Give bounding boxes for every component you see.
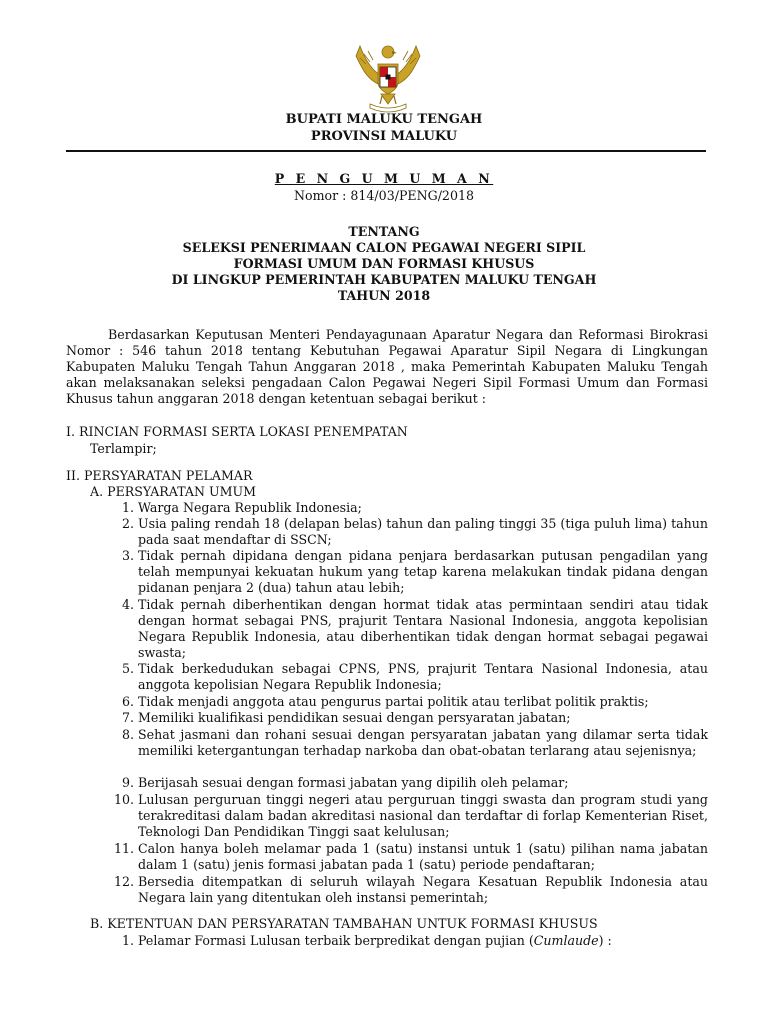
list-item-number: 6.	[121, 694, 134, 709]
list-item-number: 12.	[113, 874, 134, 889]
list-item-text-part: Pelamar Formasi Lulusan terbaik berpredikat dengan pujian (	[138, 933, 534, 948]
list-item-number: 1.	[121, 500, 134, 515]
list-item-text: Bersedia ditempatkan di seluruh wilayah Negara Kesatuan Republik Indonesia atau Negara lain yang ditentukan oleh instansi pemerintah;	[138, 874, 708, 905]
list-item-number: 10.	[113, 792, 134, 807]
list-item-text: Warga Negara Republik Indonesia;	[138, 500, 362, 515]
header-divider	[66, 150, 706, 152]
announcement-number: Nomor : 814/03/PENG/2018	[294, 188, 474, 203]
list-item-text: Tidak pernah diberhentikan dengan hormat tidak atas permintaan sendiri atau tidak dengan hormat sebagai PNS, prajurit Tentara Nasional Indonesia, anggota kepolisian Negara Republik Indonesia, atau diberhentikan tidak dengan hormat sebagai pegawai swasta;	[138, 597, 708, 660]
list-item-number: 5.	[121, 661, 134, 676]
list-item-number: 2.	[121, 516, 134, 531]
section-1-note: Terlampir;	[90, 441, 157, 456]
subsection-b-heading: B. KETENTUAN DAN PERSYARATAN TAMBAHAN UNTUK FORMASI KHUSUS	[90, 916, 598, 931]
list-item-text: Tidak menjadi anggota atau pengurus partai politik atau terlibat politik praktis;	[138, 694, 649, 709]
list-item-text-part: ) :	[598, 933, 612, 948]
list-item-number: 4.	[121, 597, 134, 612]
section-1-heading: I. RINCIAN FORMASI SERTA LOKASI PENEMPATAN	[66, 424, 408, 439]
subject-line: FORMASI UMUM DAN FORMASI KHUSUS	[233, 256, 535, 271]
list-item-text: Tidak berkedudukan sebagai CPNS, PNS, prajurit Tentara Nasional Indonesia, atau anggota kepolisian Negara Republik Indonesia;	[138, 661, 708, 692]
announcement-heading: P E N G U M U M A N	[274, 171, 494, 186]
intro-paragraph: Berdasarkan Keputusan Menteri Pendayagunaan Aparatur Negara dan Reformasi Birokrasi Nomor : 546 tahun 2018 tentang Kebutuhan Pegawai Aparatur Sipil Negara di Lingkungan Kabupaten Maluku Tengah Tahun Anggaran 2018 , maka Pemerintah Kabupaten Maluku Tengah akan melaksanakan seleksi pengadaan Calon Pegawai Negeri Sipil Formasi Umum dan Formasi Khusus tahun anggaran 2018 dengan ketentuan sebagai berikut :	[66, 327, 708, 406]
list-item-text: Sehat jasmani dan rohani sesuai dengan persyaratan jabatan yang dilamar serta tidak memiliki ketergantungan terhadap narkoba dan obat-obatan terlarang atau sejenisnya;	[138, 727, 708, 758]
list-item-text	[138, 933, 708, 949]
list-item-text: Calon hanya boleh melamar pada 1 (satu) instansi untuk 1 (satu) pilihan nama jabatan dalam 1 (satu) jenis formasi jabatan pada 1 (satu) periode pendaftaran;	[138, 841, 708, 872]
issuer-title: BUPATI MALUKU TENGAH	[285, 112, 483, 127]
list-item-text: Lulusan perguruan tinggi negeri atau perguruan tinggi swasta dan program studi yang terakreditasi dalam badan akreditasi nasional dan terdaftar di forlap Kementerian Riset, Teknologi Dan Pendidikan Tinggi saat kelulusan;	[138, 792, 708, 839]
list-item-number: 1.	[121, 933, 134, 948]
list-item-number: 3.	[121, 548, 134, 563]
list-item-number: 11.	[113, 841, 134, 856]
subsection-a-heading: A. PERSYARATAN UMUM	[90, 484, 257, 499]
subject-line: TAHUN 2018	[337, 288, 431, 303]
list-item-number: 7.	[121, 710, 134, 725]
list-item-text-italic: Cumlaude	[533, 933, 599, 948]
list-item-text: Memiliki kualifikasi pendidikan sesuai dengan persyaratan jabatan;	[138, 710, 571, 725]
about-label: TENTANG	[348, 224, 420, 239]
list-item-number: 9.	[121, 775, 134, 790]
subject-line: SELEKSI PENERIMAAN CALON PEGAWAI NEGERI SIPIL	[182, 240, 586, 255]
garuda-emblem-icon	[348, 38, 428, 114]
list-item-text: Usia paling rendah 18 (delapan belas) tahun dan paling tinggi 35 (tiga puluh lima) tahun pada saat mendaftar di SSCN;	[138, 516, 708, 547]
issuer-province: PROVINSI MALUKU	[310, 129, 458, 144]
section-2-heading: II. PERSYARATAN PELAMAR	[66, 468, 253, 483]
subject-line: DI LINGKUP PEMERINTAH KABUPATEN MALUKU TENGAH	[171, 272, 597, 287]
list-item-number: 8.	[121, 727, 134, 742]
list-item-text: Tidak pernah dipidana dengan pidana penjara berdasarkan putusan pengadilan yang telah mempunyai kekuatan hukum yang tetap karena melakukan tindak pidana dengan pidanan penjara 2 (dua) tahun atau lebih;	[138, 548, 708, 595]
list-item-text: Berijasah sesuai dengan formasi jabatan yang dipilih oleh pelamar;	[138, 775, 569, 790]
